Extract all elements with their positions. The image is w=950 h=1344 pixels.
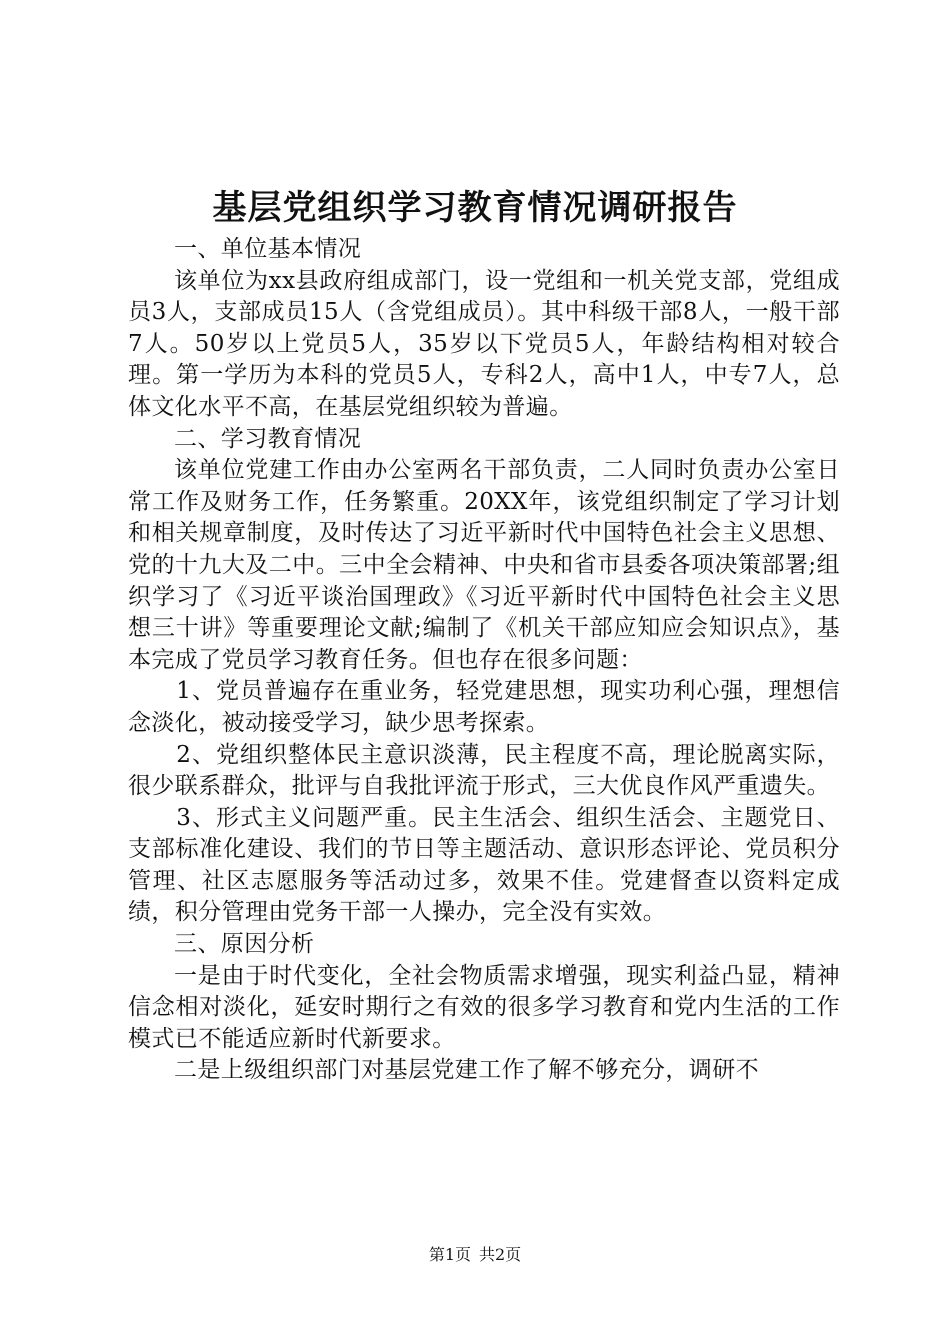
problem-item-1: 1、党员普遍存在重业务，轻党建思想，现实功利心强，理想信念淡化，被动接受学习，缺少思考探索。 [128,678,840,736]
page-total: 共2页 [479,1245,522,1264]
paragraph-cause-2: 二是上级组织部门对基层党建工作了解不够充分，调研不 [174,1057,759,1084]
page-footer [0,1244,950,1266]
section-heading-study-education: 二、学习教育情况 [174,425,362,452]
problem-item-2: 2、党组织整体民主意识淡薄，民主程度不高，理论脱离实际，很少联系群众，批评与自我批评流于形式，三大优良作风严重遗失。 [128,741,840,800]
document-body [128,234,840,1087]
paragraph-basic-info: 该单位为xx县政府组成部门，设一党组和一机关党支部，党组成员3人，支部成员15人（含党组成员）。其中科级干部8人，一般干部7人。50岁以上党员5人，35岁以下党员5人，年龄结构相对较合理。第一学历为本科的党员5人，专科2人，高中1人，中专7人，总体文化水平不高，在基层党组织较为普遍。 [128,267,840,420]
problem-item-3: 3、形式主义问题严重。民主生活会、组织生活会、主题党日、支部标准化建设、我们的节日等主题活动、意识形态评论、党员积分管理、社区志愿服务等活动过多，效果不佳。党建督查以资料定成绩，积分管理由党务干部一人操办，完全没有实效。 [128,804,840,926]
section-heading-cause-analysis: 三、原因分析 [174,931,315,958]
paragraph-cause-1: 一是由于时代变化，全社会物质需求增强，现实利益凸显，精神信念相对淡化，延安时期行之有效的很多学习教育和党内生活的工作模式已不能适应新时代新要求。 [128,962,840,1052]
page-number: 第1页 [428,1245,471,1264]
document-title: 基层党组织学习教育情况调研报告 [212,188,738,228]
paragraph-study-education: 该单位党建工作由办公室两名干部负责，二人同时负责办公室日常工作及财务工作，任务繁重。20XX年，该党组织制定了学习计划和相关规章制度，及时传达了习近平新时代中国特色社会主义思想、党的十九大及二中。三中全会精神、中央和省市县委各项决策部署;组织学习了《习近平谈治国理政》《习近平新时代中国特色社会主义思想三十讲》等重要理论文献;编制了《机关干部应知应会知识点》，基本完成了党员学习教育任务。但也存在很多问题： [128,457,840,673]
section-heading-basic-info: 一、单位基本情况 [174,236,362,262]
